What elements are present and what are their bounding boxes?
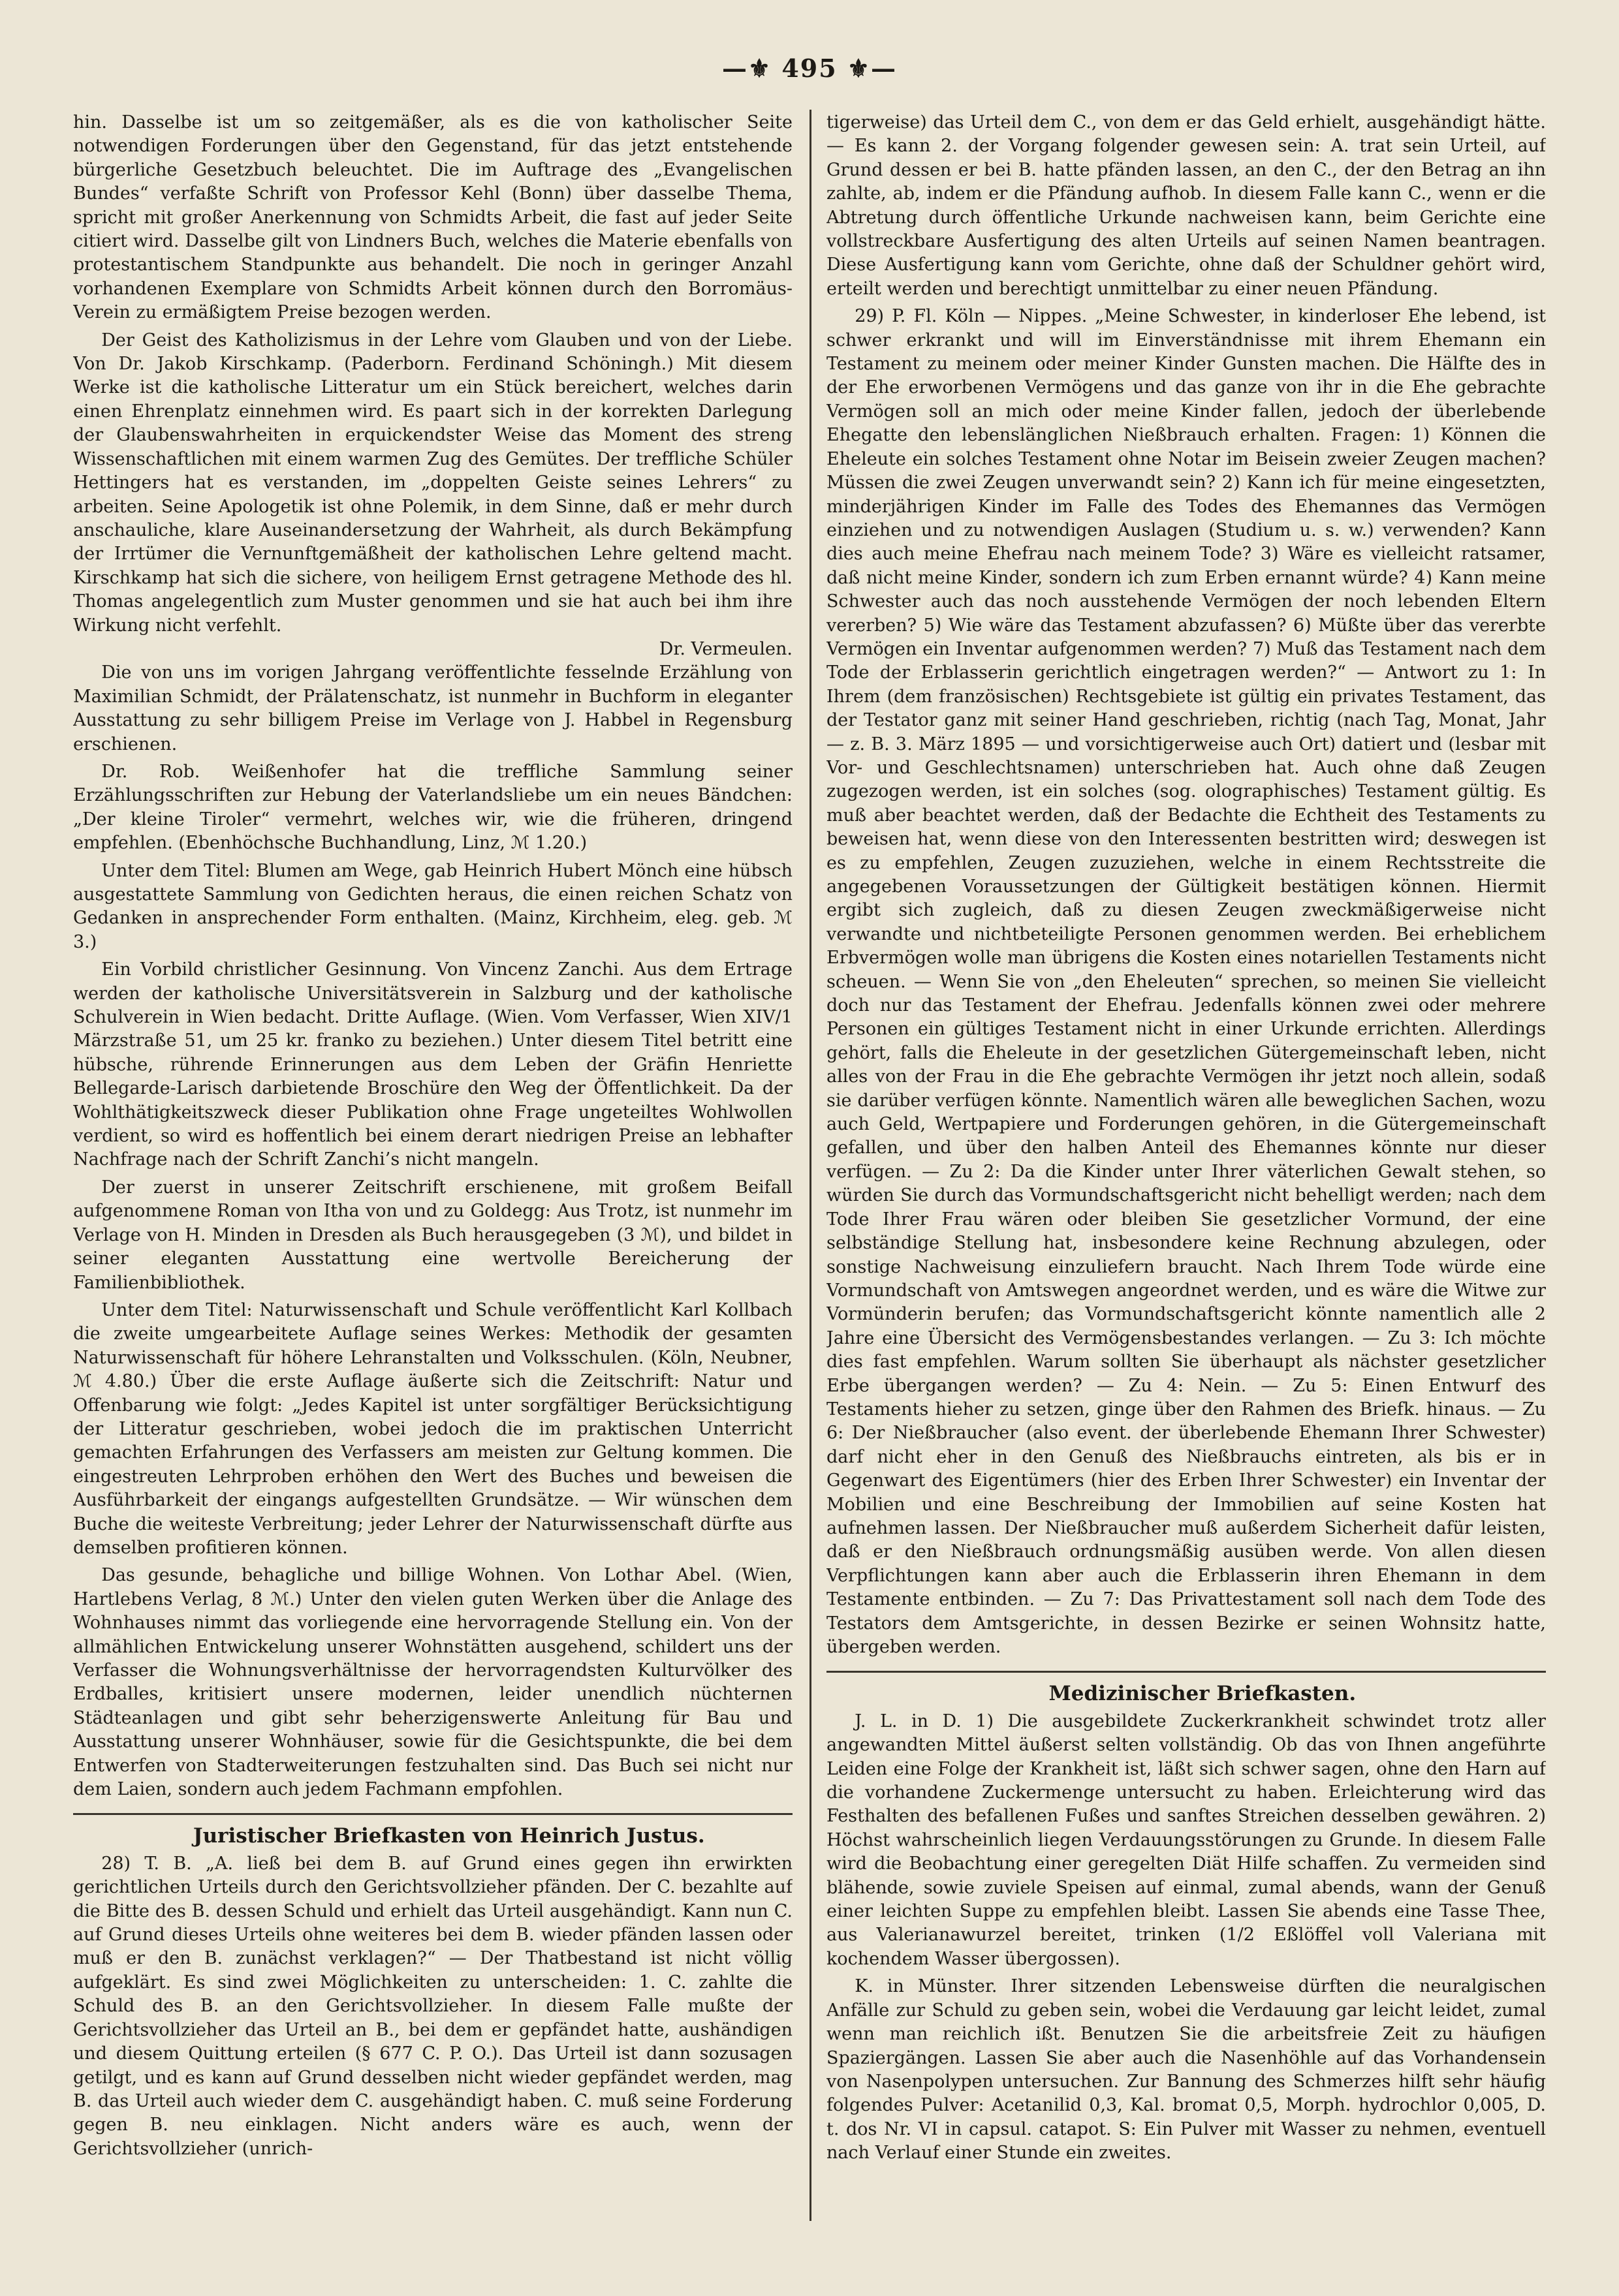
paragraph: J. L. in D. 1) Die ausgebildete Zuckerkrankheit schwindet trotz aller angewandten Mittel äußerst selten vollständig. Ob das von Ihnen angeführte Leiden eine Folge der Krankheit ist, läßt sich schwer sagen, ohne den Harn auf die vorhandene Zuckermenge untersucht zu haben. Erleichterung wird das Festhalten des befallenen Fußes und sanftes Streichen desselben gewähren. 2) Höchst wahrscheinlich liegen Verdauungsstörungen zu Grunde. In diesem Falle wird die Beobachtung einer geregelten Diät Hilfe schaffen. Zu vermeiden sind blähende, sowie zuviele Speisen auf einmal, zumal abends, wann der Genuß einer leichten Suppe zu empfehlen bleibt. Lassen Sie abends eine Tasse Thee, aus Valerianawurzel bereitet, trinken (1/2 Eßlöffel voll Valeriana mit kochendem Wasser übergossen).: [826, 1711, 1546, 1969]
page-number-value: 495: [781, 54, 838, 83]
paragraph: Unter dem Titel: Blumen am Wege, gab Heinrich Hubert Mönch eine hübsch ausgestattete Sammlung von Gedichten heraus, die einen reichen Schatz von Gedanken in ansprechender Form enthalten. (Mainz, Kirchheim, eleg. geb. ℳ 3.): [73, 860, 793, 952]
paragraph: Das gesunde, behagliche und billige Wohnen. Von Lothar Abel. (Wien, Hartlebens Verlag, 8 ℳ.) Unter den vielen guten Werken über die Anlage des Wohnhauses nimmt das vorliegende eine hervorragende Stellung ein. Von der allmählichen Entwickelung unserer Wohnstätten ausgehend, schildert uns der Verfasser die Wohnungsverhältnisse der hervorragendsten Kulturvölker des Erdballes, kritisiert unsere modernen, leider unendlich nüchternen Städteanlagen und gibt sehr beherzigenswerte Anleitung für Bau und Ausstattung unserer Wohnhäuser, sowie für die Gesichtspunkte, die bei dem Entwerfen von Stadterweiterungen festzuhalten sind. Das Buch sei nicht nur dem Laien, sondern auch jedem Fachmann empfohlen.: [73, 1565, 793, 1800]
paragraph: Ein Vorbild christlicher Gesinnung. Von Vincenz Zanchi. Aus dem Ertrage werden der katholische Universitätsverein in Salzburg und der katholische Schulverein in Wien bedacht. Dritte Auflage. (Wien. Vom Verfasser, Wien XIV/1 Märzstraße 51, um 25 kr. franko zu beziehen.) Unter diesem Titel betritt eine hübsche, rührende Erinnerungen aus dem Leben der Gräfin Henriette Bellegarde-Larisch darbietende Broschüre den Weg der Öffentlichkeit. Da der Wohlthätigkeitszweck dieser Publikation ohne Frage ungeteiltes Wohlwollen verdient, so wird es hoffentlich bei einem derart niedrigen Preise an lebhafter Nachfrage nach der Schrift Zanchi’s nicht mangeln.: [73, 959, 793, 1170]
paragraph: Dr. Rob. Weißenhofer hat die treffliche Sammlung seiner Erzählungsschriften zur Hebung der Vaterlandsliebe um ein neues Bändchen: „Der kleine Tiroler“ vermehrt, welches wir, wie die früheren, dringend empfehlen. (Ebenhöchsche Buchhandlung, Linz, ℳ 1.20.): [73, 761, 793, 854]
signature: Dr. Vermeulen.: [659, 638, 793, 659]
paragraph: Der Geist des Katholizismus in der Lehre vom Glauben und von der Liebe. Von Dr. Jakob Kirschkamp. (Paderborn. Ferdinand Schöningh.) Mit diesem Werke ist die katholische Litteratur um ein Stück bereichert, welches darin einen Ehrenplatz einnehmen wird. Es paart sich in der korrekten Darlegung der Glaubenswahrheiten in erquickendster Weise das Moment des streng Wissenschaftlichen mit einem warmen Zug des Gemütes. Der treffliche Schüler Hettingers hat es verstanden, im „doppelten Geiste seines Lehrers“ zu arbeiten. Seine Apologetik ist ohne Polemik, in dem Sinne, daß er mehr durch anschauliche, klare Auseinandersetzung der Wahrheit, als durch Bekämpfung der Irrtümer die Vernunftgemäßheit der katholischen Lehre geltend macht. Kirschkamp hat sich die sichere, von heiligem Ernst getragene Methode des hl. Thomas angelegentlich zum Muster genommen und sie hat auch bei ihm ihre Wirkung nicht verfehlt.: [73, 330, 793, 636]
section-rule: [826, 1671, 1546, 1673]
left-column: [73, 111, 793, 2226]
paragraph: 29) P. Fl. Köln — Nippes. „Meine Schwester, in kinderloser Ehe lebend, ist schwer erkrankt und will im Einverständnisse mit ihrem Ehemann ein Testament zu meinem oder meiner Kinder Gunsten machen. Die Hälfte des in der Ehe erworbenen Vermögens und das ganze von ihr in die Ehe gebrachte Vermögen soll an mich oder meine Kinder fallen, jedoch der überlebende Ehegatte den lebenslänglichen Nießbrauch erhalten. Fragen: 1) Können die Eheleute ein solches Testament ohne Notar im Beisein zweier Zeugen machen? Müssen die zwei Zeugen unverwandt sein? 2) Kann ich für meine eingesetzten, minderjährigen Kinder im Falle des Todes des Ehemannes das Vermögen einziehen und zu notwendigen Auslagen (Studium u. s. w.) verwenden? Kann dies auch meine Ehefrau nach meinem Tode? 3) Wäre es vielleicht ratsamer, daß nicht meine Kinder, sondern ich zum Erben ernannt würde? 4) Kann meine Schwester auch das noch ausstehende Vermögen der noch lebenden Eltern vererben? 5) Wie wäre das Testament abzufassen? 6) Müßte über das vererbte Vermögen ein Inventar aufgenommen werden? 7) Muß das Testament nach dem Tode der Erblasserin gerichtlich eingetragen werden?“ — Antwort zu 1: In Ihrem (dem französischen) Rechtsgebiete ist gültig ein privates Testament, das der Testator ganz mit seiner Hand geschrieben, richtig (nach Tag, Monat, Jahr — z. B. 3. März 1895 — und vorsichtigerweise auch Ort) datiert und (lesbar mit Vor- und Geschlechtsnamen) unterschrieben hat. Auch ohne daß Zeugen zugezogen werden, ist ein solches (sog. olographisches) Testament gültig. Es muß aber beachtet werden, daß der Bedachte die Echtheit des Testaments zu beweisen hat, wenn diese von den Interessenten bestritten wird; deswegen ist es zu empfehlen, Zeugen zuzuziehen, welche in einem Rechtsstreite die angegebenen Voraussetzungen der Gültigkeit bestätigen können. Hiermit ergibt sich zugleich, daß zu diesen Zeugen zweckmäßigerweise nicht verwandte und nichtbeteiligte Personen genommen werden. Bei erheblichem Erbvermögen wolle man übrigens die Kosten eines notariellen Testaments nicht scheuen. — Wenn Sie von „den Eheleuten“ sprechen, so meinen Sie vielleicht doch nur das Testament der Ehefrau. Jedenfalls können zwei oder mehrere Personen ein gültiges Testament nicht in einer Urkunde errichten. Allerdings gehört, falls die Eheleute in der gesetzlichen Gütergemeinschaft leben, nicht alles von der Frau in die Ehe gebrachte Vermögen ihr jetzt noch allein, sodaß sie darüber verfügen könnte. Namentlich wären alle beweglichen Sachen, wozu auch Geld, Wertpapiere und Forderungen gehören, in die Gütergemeinschaft gefallen, und über den halben Anteil des Ehemannes könnte nur dieser verfügen. — Zu 2: Da die Kinder unter Ihrer väterlichen Gewalt stehen, so würden Sie durch das Vormundschaftsgericht nicht behelligt werden; nach dem Tode Ihrer Frau wären oder bleiben Sie gesetzlicher Vormund, der eine selbständige Stellung hat, insbesondere keine Rechnung abzulegen, oder sonstige Nachweisung einzuliefern braucht. Nach Ihrem Tode würde eine Vormundschaft von Amtswegen angeordnet werden, und es wäre die Witwe zur Vormünderin berufen; das Vormundschaftsgericht könnte namentlich alle 2 Jahre eine Übersicht des Vermögensbestandes verlangen. — Zu 3: Ich möchte dies fast empfehlen. Warum sollten Sie überhaupt als nächster gesetzlicher Erbe übergangen werden? — Zu 4: Nein. — Zu 5: Einen Entwurf des Testaments hieher zu setzen, ginge über den Rahmen des Briefk. hinaus. — Zu 6: Der Nießbraucher (also event. der überlebende Ehemann Ihrer Schwester) darf nicht eher in den Genuß des Nießbrauchs eintreten, als bis er in Gegenwart des Eigentümers (hier des Erben Ihrer Schwester) ein Inventar der Mobilien und eine Beschreibung der Immobilien auf seine Kosten hat aufnehmen lassen. Der Nießbraucher muß außerdem Sicherheit dafür leisten, daß er den Nießbrauch ordnungsmäßig ausüben werde. Von allen diesen Verpflichtungen kann aber auch die Erblasserin ihren Ehemann in dem Testamente entbinden. — Zu 7: Das Privattestament soll nach dem Tode des Testators dem Amtsgerichte, in dessen Bezirke er seinen Wohnsitz hatte, übergeben werden.: [826, 306, 1546, 1657]
right-column: [826, 111, 1546, 2226]
paragraph: hin. Dasselbe ist um so zeitgemäßer, als es die von katholischer Seite notwendigen Forderungen über den Gegenstand, für das jetzt entstehende bürgerliche Gesetzbuch beleuchtet. Die im Auftrage des „Evangelischen Bundes“ verfaßte Schrift von Professor Kehl (Bonn) über dasselbe Thema, spricht mit großer Anerkennung von Schmidts Arbeit, die fast auf jeder Seite citiert wird. Dasselbe gilt von Lindners Buch, welches die Materie ebenfalls von protestantischem Standpunkte aus behandelt. Die noch in geringer Anzahl vorhandenen Exemplare von Schmidts Arbeit können durch den Borromäus-Verein zu ermäßigtem Preise bezogen werden.: [73, 112, 793, 323]
page-number: —⚜ 495 ⚜—: [722, 54, 897, 83]
paragraph: Der zuerst in unserer Zeitschrift erschienene, mit großem Beifall aufgenommene Roman von Itha von und zu Goldegg: Aus Trotz, ist nunmehr im Verlage von H. Minden in Dresden als Buch herausgegeben (3 ℳ), und bildet in seiner eleganten Ausstattung eine wertvolle Bereicherung der Familienbibliothek.: [73, 1177, 793, 1293]
paragraph: 28) T. B. „A. ließ bei dem B. auf Grund eines gegen ihn erwirkten gerichtlichen Urteils durch den Gerichtsvollzieher pfänden. Der C. bezahlte auf die Bitte des B. dessen Schuld und erhielt das Urteil ausgehändigt. Kann nun C. auf Grund dieses Urteils ohne weiteres bei dem B. wieder pfänden lassen oder muß er den B. zunächst verklagen?“ — Der Thatbestand ist nicht völlig aufgeklärt. Es sind zwei Möglichkeiten zu unterscheiden: 1. C. zahlte die Schuld des B. an den Gerichtsvollzieher. In diesem Falle mußte der Gerichtsvollzieher das Urteil an B., bei dem er gepfändet hatte, aushändigen und diesem Quittung erteilen (§ 677 C. P. O.). Das Urteil ist dann sozusagen getilgt, und es kann auf Grund desselben nicht wieder gepfändet werden, mag B. das Urteil auch wieder dem C. ausgehändigt haben. C. muß seine Forderung gegen B. neu einklagen. Nicht anders wäre es auch, wenn der Gerichtsvollzieher (unrich-: [73, 1853, 793, 2159]
section-rule: [73, 1813, 793, 1815]
paragraph: K. in Münster. Ihrer sitzenden Lebensweise dürften die neuralgischen Anfälle zur Schuld zu geben sein, wobei die Verdauung gar leicht leidet, zumal wenn man reichlich ißt. Benutzen Sie die arbeitsfreie Zeit zu häufigen Spaziergängen. Lassen Sie aber auch die Nasenhöhle auf das Vorhandensein von Nasenpolypen untersuchen. Zur Bannung des Schmerzes hilft sehr häufig folgendes Pulver: Acetanilid 0,3, Kal. bromat 0,5, Morph. hydrochlor 0,005, D. t. dos Nr. VI in capsul. catapot. S: Ein Pulver mit Wasser zu nehmen, eventuell nach Verlauf einer Stunde ein zweites.: [826, 1976, 1546, 2164]
paragraph: Die von uns im vorigen Jahrgang veröffentlichte fesselnde Erzählung von Maximilian Schmidt, der Prälatenschatz, ist nunmehr in Buchform in eleganter Ausstattung zu sehr billigem Preise im Verlage von J. Habbel in Regensburg erschienen.: [73, 662, 793, 754]
paragraph: Unter dem Titel: Naturwissenschaft und Schule veröffentlicht Karl Kollbach die zweite umgearbeitete Auflage seines Werkes: Methodik der gesamten Naturwissenschaft für höhere Lehranstalten und Volksschulen. (Köln, Neubner, ℳ 4.80.) Über die erste Auflage äußerte sich die Zeitschrift: Natur und Offenbarung wie folgt: „Jedes Kapitel ist unter sorgfältiger Berücksichtigung der Litteratur geschrieben, wobei jedoch die im praktischen Unterricht gemachten Erfahrungen des Verfassers am meisten zur Geltung kommen. Die eingestreuten Lehrproben erhöhen den Wert des Buches und beweisen die Ausführbarkeit der eingangs aufgestellten Grundsätze. — Wir wünschen dem Buche die weiteste Verbreitung; jeder Lehrer der Naturwissenschaft dürfte aus demselben profitieren können.: [73, 1299, 793, 1558]
column-divider: [810, 110, 811, 2221]
paragraph: tigerweise) das Urteil dem C., von dem er das Geld erhielt, ausgehändigt hätte. — Es kann 2. der Vorgang folgender gewesen sein: A. trat sein Urteil, auf Grund dessen er bei B. hatte pfänden lassen, an den C., der den Betrag an ihn zahlte, ab, indem er die Pfändung aufhob. In diesem Falle kann C., wenn er die Abtretung durch öffentliche Urkunde nachweisen kann, beim Gerichte eine vollstreckbare Ausfertigung des alten Urteils auf seinen Namen beantragen. Diese Ausfertigung kann vom Gerichte, ohne daß der Schuldner gehört wird, erteilt werden und berechtigt unmittelbar zu einer neuen Pfändung.: [826, 112, 1546, 299]
section-title-juristischer-briefkasten: Juristischer Briefkasten von Heinrich Justus.: [193, 1824, 705, 1848]
section-title-medizinischer-briefkasten: Medizinischer Briefkasten.: [1048, 1682, 1357, 1706]
